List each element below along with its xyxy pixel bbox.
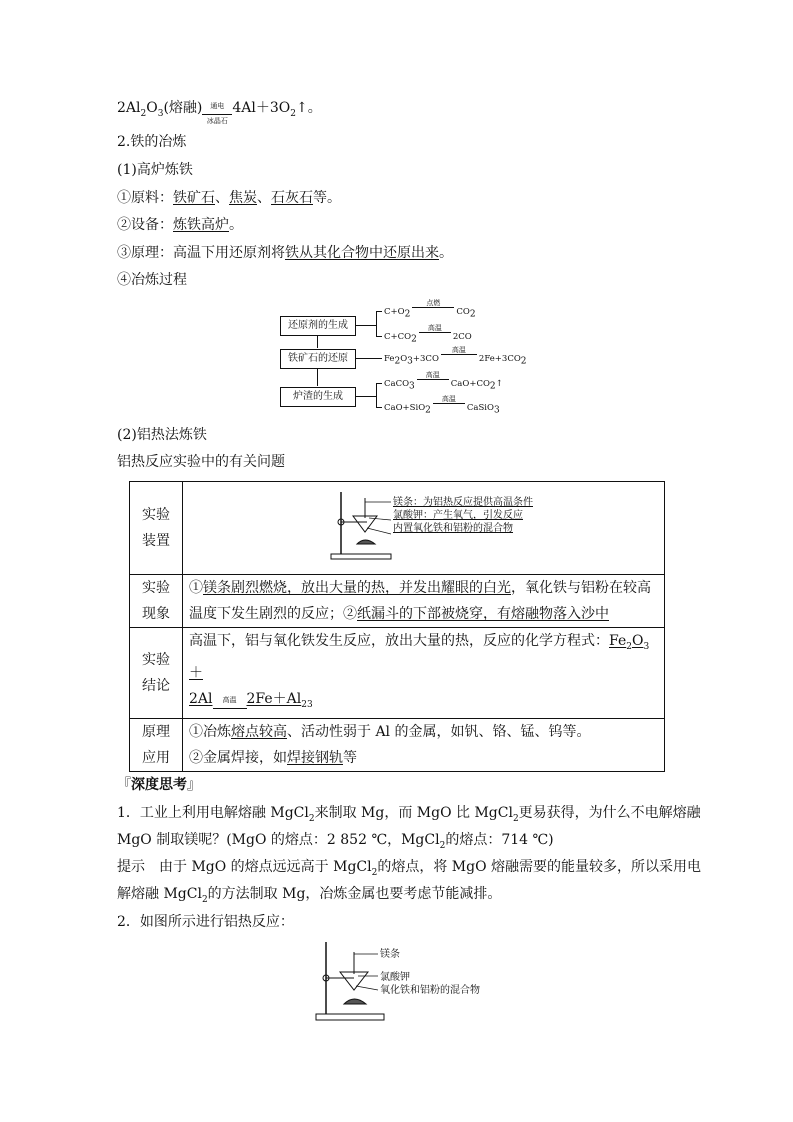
row-header-conclusion: 实验 结论 (130, 628, 183, 719)
flow-box-slag: 炉渣的生成 (280, 387, 356, 407)
flow-box-ore-reduction: 铁矿石的还原 (280, 349, 356, 369)
row-header-phenomenon: 实验 现象 (130, 575, 183, 628)
principle: ③原理：高温下用还原剂将铁从其化合物中还原出来。 (117, 245, 453, 261)
reaction-2: $C+CO_2$ 高温 2CO (384, 324, 472, 345)
hint-line-1: 提示 由于 MgO 的熔点远远高于 MgCl$_2$的熔点，将 MgO 熔融需要的能量较多，所以采用电 (117, 859, 702, 878)
subsection-heading: (1)高炉炼铁 (117, 162, 193, 178)
row-header-apparatus: 实验 装置 (130, 482, 183, 575)
reaction-condition: 通电 冰晶石 (202, 104, 232, 124)
reaction-3: $Fe_2O_3+3CO$ 高温 $2Fe+3CO_2$ (384, 346, 527, 367)
question-1-line-2: MgO 制取镁呢？(MgO 的熔点：2 852 ℃，MgCl$_2$的熔点：714 ℃) (117, 832, 554, 851)
conclusion-cell: 高温下，铝与氧化铁发生反应，放出大量的热，反应的化学方程式：$Fe_2O_3+$ 2Al 高温 $2Fe+Al_{23}$ (183, 628, 665, 719)
row-header-application: 原理 应用 (130, 718, 183, 771)
equation-electrolysis-alumina: $2Al_2O_3$(熔融) 通电 冰晶石 $4Al+3O_2↑$。 (117, 100, 322, 125)
section-heading: 2.铁的冶炼 (117, 134, 187, 150)
question-1-line-1: 1．工业上利用电解熔融 MgCl$_2$来制取 Mg，而 MgO 比 MgCl$_2$更易获得，为什么不电解熔融 (117, 805, 701, 824)
apparatus-label-mixture: 内置氧化铁和铝粉的混合物 (393, 523, 513, 534)
question-2: 2．如图所示进行铝热反应： (117, 914, 294, 930)
reaction-1: $C+O_2$ 点燃 $CO_2$ (384, 299, 476, 320)
apparatus-cell (183, 482, 665, 575)
apparatus-label-chlorate: 氯酸钾：产生氧气，引发反应 (393, 510, 523, 521)
reaction-5: CaO+SiO$_2$ 高温 CaSiO$_3$ (384, 395, 500, 416)
subsection-heading-thermite: (2)铝热法炼铁 (117, 427, 207, 443)
thermite-intro: 铝热反应实验中的有关问题 (117, 454, 285, 470)
figure-label-mixture: 氧化铁和铝粉的混合物 (380, 985, 480, 996)
hint-line-2: 解熔融 MgCl$_2$的方法制取 Mg，冶炼金属也要考虑节能减排。 (117, 886, 502, 905)
application-cell: ①冶炼熔点较高、活动性弱于 Al 的金属，如钒、铬、锰、钨等。 ②金属焊接，如焊接钢轨等 (183, 718, 665, 771)
raw-materials: ①原料：铁矿石、焦炭、石灰石等。 (117, 190, 341, 206)
equipment: ②设备：炼铁高炉。 (117, 217, 243, 233)
think-heading: 『深度思考』 (117, 777, 201, 793)
smelting-process-label: ④冶炼过程 (117, 272, 187, 288)
figure-label-magnesium: 镁条 (380, 949, 400, 960)
thermite-figure (312, 940, 512, 1025)
reaction-4: CaCO$_3$ 高温 $CaO+CO_2↑$ (384, 371, 503, 392)
flow-box-reductant: 还原剂的生成 (280, 316, 356, 336)
apparatus-label-magnesium: 镁条：为铝热反应提供高温条件 (393, 497, 533, 508)
phenomenon-cell: ①镁条剧烈燃烧，放出大量的热，并发出耀眼的白光，氧化铁与铝粉在较高 温度下发生剧烈的反应；②纸漏斗的下部被烧穿，有熔融物落入沙中 (183, 575, 665, 628)
figure-label-chlorate: 氯酸钾 (380, 972, 410, 983)
thermite-table (129, 481, 665, 772)
